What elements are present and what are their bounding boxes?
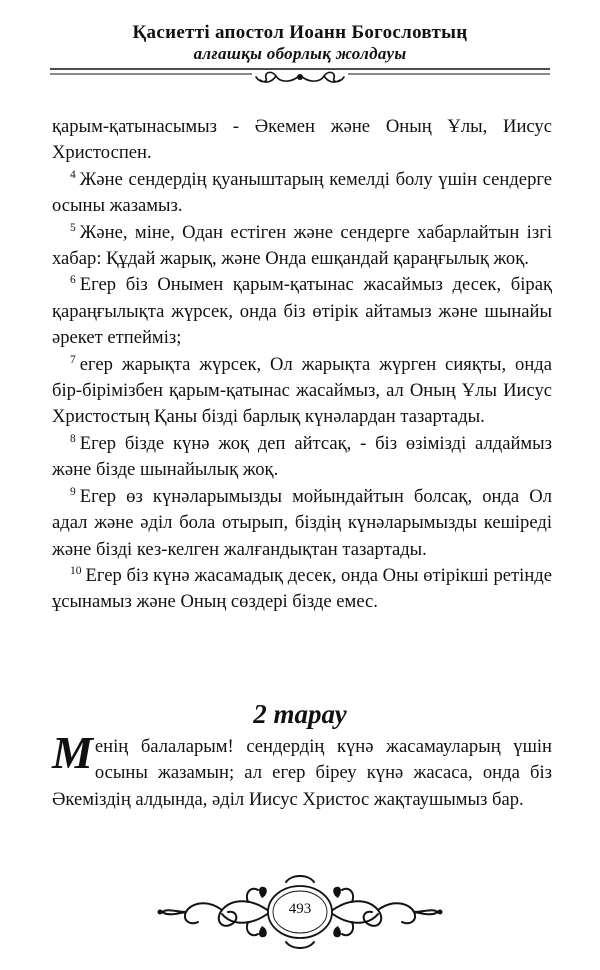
- verse-text: Егер біз күнә жасамадық десек, онда Оны өтірікші ретінде ұсынамыз және Оның сөздері бізде емес.: [52, 564, 552, 613]
- header-ornament-rule: [0, 64, 600, 86]
- verse-paragraph: [52, 352, 552, 431]
- verse-paragraph: [52, 272, 552, 351]
- verse-paragraph: [52, 484, 552, 563]
- verse-number: 8: [70, 432, 76, 445]
- header-title-line-1: Қасиетті апостол Иоанн Богословтың: [132, 22, 468, 43]
- verse-text: егер жарықта жүрсек, Ол жарықта жүрген сияқты, онда бір-бірімізбен қарым-қатынас жасаймыз, ал Оның Ұлы Иисус Христостың Қаны бізді барлық күнәлардан тазартады.: [52, 353, 552, 428]
- verse-paragraph: [52, 167, 552, 220]
- chapter-first-text: енің балаларым! сендердің күнә жасамауларың үшін осыны жазамын; ал егер біреу күнә жасаса, онда біз Әкеміздің алдында, әділ Иисус Христос жақтаушымыз бар.: [52, 736, 552, 810]
- verse-number: 9: [70, 485, 76, 498]
- chapter-heading: 2 тарау: [253, 699, 347, 729]
- chapter-opening: [52, 727, 552, 813]
- verse-number: 10: [70, 564, 82, 577]
- verse-paragraph: [52, 431, 552, 484]
- verse-block: [52, 114, 552, 616]
- drop-cap-letter: М: [52, 727, 93, 778]
- page-number: 493: [288, 901, 312, 917]
- verse-text: Және сендердің қуаныштарың кемелді болу үшін сендерге осыны жазамыз.: [52, 168, 552, 217]
- page-header: [0, 0, 600, 112]
- chapter-first-paragraph: [52, 727, 552, 813]
- verse-paragraph: [52, 220, 552, 273]
- verse-paragraph: [52, 563, 552, 616]
- verse-text: Және, міне, Одан естіген және сендерге хабарлайтын ізгі хабар: Құдай жарық, және Онда ешқандай қараңғылық жоқ.: [52, 221, 552, 270]
- verse-text: Егер біз Онымен қарым-қатынас жасаймыз десек, бірақ қараңғылықта жүрсек, онда біз өтірік айтамыз және шынайы әрекет етпейміз;: [52, 274, 552, 349]
- verse-text: Егер бізде күнә жоқ деп айтсақ, - біз өзімізді алдаймыз және бізде шынайылық жоқ.: [52, 432, 552, 481]
- verse-number: 7: [70, 353, 76, 366]
- verse-number: 5: [70, 221, 76, 234]
- verse-text: Егер өз күнәларымызды мойындайтын болсақ, онда Ол адал және әділ бола отырып, біздің күнәларымызды кешіреді және бізді кез-келген жалғандықтан тазартады.: [52, 485, 552, 560]
- header-title-line-2: алғашқы оборлық жолдауы: [193, 44, 407, 63]
- continuation-paragraph: қарым-қатынасымыз - Әкемен және Оның Ұлы, Иисус Христоспен.: [52, 116, 552, 164]
- verse-number: 6: [70, 274, 76, 287]
- verse-number: 4: [70, 168, 76, 181]
